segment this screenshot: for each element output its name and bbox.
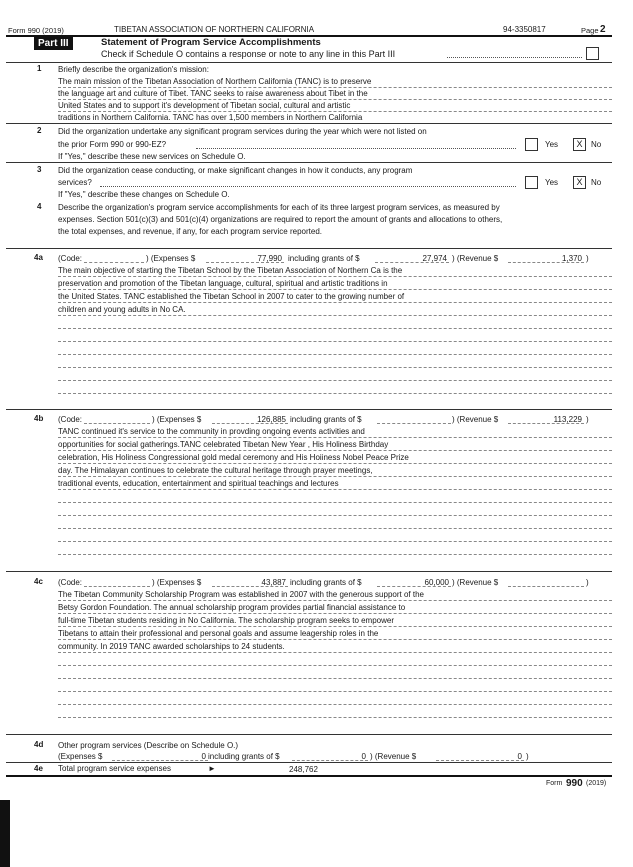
section-rule [6,248,612,249]
fill-line [58,367,612,368]
p4b-desc-line: TANC continued it's service to the community in provding ongoing events activities and [58,427,365,436]
fill-line [58,600,612,601]
q4-line: the total expenses, and revenue, if any, for each program service reported. [58,227,322,236]
p4d-number: 4d [34,740,44,749]
section-rule [6,571,612,572]
expenses-label: ) (Expenses $ [146,254,196,263]
scan-edge [0,800,10,867]
code-label: (Code: [58,254,83,263]
grants-label: including grants of $ [288,254,360,263]
part-title: Statement of Program Service Accomplishments [101,37,321,48]
q3-line3: If "Yes," describe these changes on Schedule O. [58,190,230,199]
fill-line [58,437,612,438]
part-label: Part III [34,37,73,50]
schedule-o-check-text: Check if Schedule O contains a response or note to any line in this Part III [101,49,396,59]
fill-line [58,554,612,555]
p4b-desc-line: day. The Himalayan continues to celebrate the cultural heritage through prayer meetings, [58,466,373,475]
p4e-label: Total program service expenses [58,764,171,773]
p4b-expenses: 126,885 [257,415,286,424]
fill-line [377,423,451,424]
fill-line [58,354,612,355]
fill-line [58,450,612,451]
ein: 94-3350817 [503,25,546,34]
p4a-number: 4a [34,253,43,262]
p4b-desc-line: opportunities for social gatherings.TANC celebrated Tibetan New Year , His Holiness Birthday [58,440,389,449]
p4b-desc-line: traditional events, education, entertainment and spiritual teachings and lectures [58,479,339,488]
form-label: Form 990 (2019) [8,26,64,35]
fill-line [58,476,612,477]
close-paren: ) [586,415,589,424]
footer-form-word: Form [546,780,563,787]
q2-yes-checkbox[interactable] [525,138,538,151]
mission-line: the language art and culture of Tibet. TANC seeks to raise awareness about Tibet in the [58,89,368,98]
leader-dots [196,148,516,149]
grants-label: including grants of $ [290,415,362,424]
grants-label: including grants of $ [290,578,362,587]
q4-line: expenses. Section 501(c)(3) and 501(c)(4) organizations are required to report the amount of grants and allocations to others, [58,215,503,224]
fill-line [58,704,612,705]
code-label: (Code: [58,578,83,587]
q3-line1: Did the organization cease conducting, or make significant changes in how it conducts, any program [58,166,413,175]
p4c-desc-line: full-time Tibetan students residing in No California. The scholarship program seeks to empower [58,616,395,625]
part-rule [6,62,612,63]
fill-line [58,717,612,718]
row-rule [6,123,612,124]
arrow-right-icon: ► [208,764,216,773]
fill-line [58,502,612,503]
p4a-expenses: 77,990 [257,254,282,263]
fill-line [58,613,612,614]
leader-dots [447,57,582,58]
fill-line [58,87,612,88]
section-rule [6,409,612,410]
p4d-revenue: 0 [517,752,522,761]
fill-line [58,111,612,112]
p4d-close: ) [526,752,529,761]
footer-year: (2019) [586,780,607,787]
p4a-revenue: 1,370 [561,254,582,263]
p4e-value: 248,762 [289,765,318,774]
section-rule [6,734,612,735]
q2-line1: Did the organization undertake any significant program services during the year which were not listed on [58,127,427,136]
p4d-revenue-label: ) (Revenue $ [370,752,417,761]
q2-no-label: No [591,140,602,149]
close-paren: ) [586,254,589,263]
p4c-desc-line: Tibetans to attain their professional and personal goals and assume leagership roles in the [58,629,379,638]
fill-line [58,99,612,100]
fill-line [58,626,612,627]
mission-line: United States and to support it's development of Tibetan social, cultural and artistic [58,101,351,110]
leader-dots [100,186,516,187]
p4c-grants: 60,000 [424,578,449,587]
p4d-grants: 0 [361,752,366,761]
fill-line [84,423,150,424]
fill-line [84,586,150,587]
mission-line: The main mission of the Tibetan Association of Northern California (TANC) is to preserve [58,77,372,86]
fill-line [58,515,612,516]
q2-number: 2 [37,126,42,135]
q3-line2: services? [58,178,92,187]
page-word: Page [581,26,599,35]
q3-no-checkbox[interactable]: X [573,176,586,189]
fill-line [58,328,612,329]
p4d-expenses: 0 [201,752,206,761]
p4c-desc-line: community. In 2019 TANC awarded scholarships to 24 students. [58,642,285,651]
fill-line [58,341,612,342]
fill-line [58,639,612,640]
close-paren: ) [586,578,589,587]
fill-line [58,665,612,666]
fill-line [58,678,612,679]
fill-line [58,691,612,692]
org-name: TIBETAN ASSOCIATION OF NORTHERN CALIFORNIA [114,25,315,34]
q2-line2: the prior Form 990 or 990-EZ? [58,140,167,149]
p4b-number: 4b [34,414,44,423]
code-label: (Code: [58,415,83,424]
p4c-number: 4c [34,577,43,586]
p4d-expenses-label: (Expenses $ [58,752,103,761]
revenue-label: ) (Revenue $ [452,578,499,587]
fill-line [58,315,612,316]
fill-line [508,586,584,587]
mission-line: traditions in Northern California. TANC has over 1,500 members in Northern California [58,113,363,122]
fill-line [58,652,612,653]
p4b-revenue: 113,229 [553,415,582,424]
fill-line [58,528,612,529]
p4e-number: 4e [34,764,43,773]
revenue-label: ) (Revenue $ [452,415,499,424]
expenses-label: ) (Expenses $ [152,415,202,424]
q4-number: 4 [37,202,42,211]
fill-line [58,302,612,303]
p4a-desc-line: children and young adults in No CA. [58,305,186,314]
p4a-desc-line: the United States. TANC established the Tibetan School in 2007 to cater to the growing number of [58,292,405,301]
footer-form-number: 990 [566,778,583,789]
expenses-label: ) (Expenses $ [152,578,202,587]
row-rule [6,762,612,763]
p4a-desc-line: The main objective of starting the Tibetan School by the Tibetan Association of Northern Ca is the [58,266,403,275]
q3-yes-label: Yes [545,178,559,187]
q1-number: 1 [37,64,42,73]
fill-line [58,380,612,381]
q2-no-checkbox[interactable]: X [573,138,586,151]
q3-no-label: No [591,178,602,187]
q2-line3: If "Yes," describe these new services on Schedule O. [58,152,246,161]
q4-line: Describe the organization's program service accomplishments for each of its three largest program services, as measured by [58,203,500,212]
fill-line [58,463,612,464]
fill-line [84,262,144,263]
p4c-desc-line: Betsy Gordon Foundation. The annual scholarship program provides partial financial assistance to [58,603,406,612]
p4c-desc-line: The Tibetan Community Scholarship Program was established in 2007 with the generous support of the [58,590,424,599]
fill-line [58,489,612,490]
fill-line [58,276,612,277]
q3-number: 3 [37,165,42,174]
schedule-o-checkbox[interactable] [586,47,599,60]
footer-rule [6,775,612,777]
q1-text: Briefly describe the organization's mission: [58,65,209,74]
p4a-grants: 27,974 [422,254,447,263]
q2-yes-label: Yes [545,140,559,149]
fill-line [58,541,612,542]
p4d-line1: Other program services (Describe on Schedule O.) [58,741,239,750]
q3-yes-checkbox[interactable] [525,176,538,189]
p4c-expenses: 43,887 [261,578,286,587]
row-rule [6,162,612,163]
p4d-grants-label: including grants of $ [208,752,280,761]
fill-line [58,289,612,290]
page-number: 2 [600,24,606,35]
revenue-label: ) (Revenue $ [452,254,499,263]
p4a-desc-line: preservation and promotion of the Tibetan language, cultural, spiritual and artistic traditions in [58,279,388,288]
fill-line [58,393,612,394]
p4b-desc-line: celebration, His Holiness Congressional gold medal ceremony and His Hoiiness Nobel Peace Prize [58,453,409,462]
